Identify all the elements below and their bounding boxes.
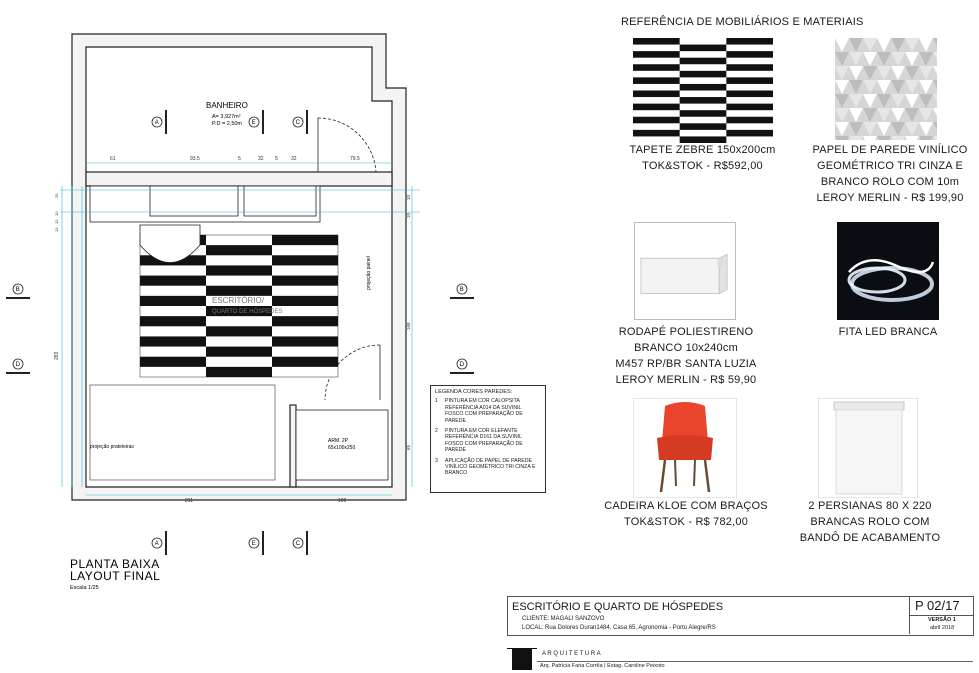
rug-swatch-stripe xyxy=(680,97,727,104)
blinds-image xyxy=(818,398,918,498)
rug-swatch-stripe xyxy=(726,64,773,71)
caption-blinds: 2 PERSIANAS 80 X 220 BRANCAS ROLO COM BANDÔ DE ACABAMENTO xyxy=(799,500,941,544)
dimension-text: 10 xyxy=(54,211,59,216)
wallpaper-triangle xyxy=(863,136,877,140)
rug-stripe xyxy=(140,336,206,346)
rug-stripe xyxy=(272,235,338,245)
rug-swatch-stripe xyxy=(633,64,680,71)
rug-swatch-stripe xyxy=(726,51,773,58)
rug-swatch-stripe xyxy=(633,104,680,111)
led-strip-image xyxy=(837,222,939,320)
rug-stripe xyxy=(206,326,272,336)
rug-stripe xyxy=(206,245,272,255)
caption-chair: CADEIRA KLOE COM BRAÇOS TOK&STOK - R$ 782,00 xyxy=(604,500,768,528)
date: abril 2018 xyxy=(930,625,955,631)
dimension-text: 283 xyxy=(54,351,60,360)
dimension-text: 13 xyxy=(54,227,59,232)
rug-swatch-stripe xyxy=(633,130,680,137)
rug-swatch-stripe xyxy=(726,77,773,84)
rug-stripe xyxy=(206,347,272,357)
panel-projection: projeção painel xyxy=(366,256,372,290)
legend-title: LEGENDA CORES PAREDES: xyxy=(435,389,513,395)
rug-stripe xyxy=(140,357,206,367)
dimension-text: 10 xyxy=(406,194,411,200)
wallpaper-triangle xyxy=(919,136,933,140)
rug-swatch-stripe xyxy=(633,117,680,124)
bathroom-height: P.D = 2,50m xyxy=(212,121,243,127)
legend-item: 2 PINTURA EM COR ELEFANTE REFERÊNCIA D161 DA SUVINIL FOSCO COM PREPARAÇÃO DE PAREDE xyxy=(435,428,523,454)
rug-stripe xyxy=(140,276,206,286)
legend-item: 1 PINTURA EM COR CALOPSITA REFERÊNCIA A014 DA SUVINIL FOSCO COM PREPARAÇÃO DE PAREDE xyxy=(435,398,523,424)
rug-stripe xyxy=(272,357,338,367)
section-marker xyxy=(293,531,307,555)
room-label-1: ESCRITÓRIO/ xyxy=(212,296,265,305)
caption-rug: TAPETE ZEBRE 150x200cm TOK&STOK - R$592,00 xyxy=(629,144,776,172)
caption-baseboard: RODAPÉ POLIESTIRENO BRANCO 10x240cm M457 RP/BR SANTA LUZIA LEROY MERLIN - R$ 59,90 xyxy=(615,326,757,386)
chair-image xyxy=(633,398,737,498)
dimension-text: 93.5 xyxy=(190,156,200,162)
rug-stripe xyxy=(272,255,338,265)
svg-text:C: C xyxy=(295,120,301,127)
wallpaper-triangle xyxy=(891,136,905,140)
dimension-text: 79.5 xyxy=(350,156,360,162)
section-marker xyxy=(249,531,263,555)
bathroom-area: A= 3,927m² xyxy=(212,114,241,120)
wallpaper-triangle xyxy=(835,136,849,140)
sheet-number: P 02/17 xyxy=(915,598,960,613)
wallpaper-triangle xyxy=(877,136,891,140)
wallpaper-image xyxy=(835,38,937,140)
rug-swatch-stripe xyxy=(680,58,727,65)
project-title: ESCRITÓRIO E QUARTO DE HÓSPEDES xyxy=(512,601,724,613)
svg-text:E: E xyxy=(251,120,256,127)
svg-text:A: A xyxy=(154,541,159,548)
rug-swatch-stripe xyxy=(680,45,727,52)
baseboard-image xyxy=(634,222,736,320)
dimension-text: 61 xyxy=(110,156,116,162)
section-marker xyxy=(152,531,166,555)
svg-text:A: A xyxy=(154,120,159,127)
dimension-text: 10 xyxy=(406,212,411,218)
client-name: CLIENTE: MAGALI SANZOVO xyxy=(522,616,605,622)
dimension-text: 12 xyxy=(54,219,59,224)
rug-stripe xyxy=(206,367,272,377)
section-marker xyxy=(450,359,474,373)
dimension-text: 32 xyxy=(258,156,264,162)
rug-swatch-stripe xyxy=(633,38,680,45)
svg-text:D: D xyxy=(459,362,465,369)
dimension-text: 100 xyxy=(338,498,347,504)
rug-stripe xyxy=(272,296,338,306)
svg-text:C: C xyxy=(295,541,301,548)
wardrobe-dims: 65x100x250 xyxy=(328,445,356,451)
dimension-text: 5 xyxy=(275,156,278,162)
rug-stripe xyxy=(140,296,206,306)
section-marker xyxy=(6,284,30,298)
rug-swatch-stripe xyxy=(726,117,773,124)
rug-swatch-stripe xyxy=(726,38,773,45)
rug-zebra-image xyxy=(633,38,773,143)
plan-title-1: PLANTA BAIXA xyxy=(70,557,160,571)
rug-stripe xyxy=(272,316,338,326)
wardrobe-label: ARM. 2P xyxy=(328,438,349,444)
svg-text:B: B xyxy=(459,287,464,294)
rug-swatch-stripe xyxy=(726,104,773,111)
rug-swatch-stripe xyxy=(726,91,773,98)
rug-stripe xyxy=(272,336,338,346)
dimension-text: 65 xyxy=(406,444,411,450)
dimension-text: 25 xyxy=(54,193,59,198)
rug-swatch-stripe xyxy=(726,130,773,137)
room-label-2: QUARTO DE HÓSPEDES xyxy=(212,309,283,315)
credits: Arq. Patrícia Faria Corrêa | Estag. Caroline Peixoto xyxy=(540,663,665,669)
rug-stripe xyxy=(272,276,338,286)
rug-stripe xyxy=(206,265,272,275)
rug-swatch-stripe xyxy=(633,51,680,58)
wall-color-legend xyxy=(430,385,546,493)
svg-text:D: D xyxy=(15,362,21,369)
version: VERSÃO 1 xyxy=(928,617,956,623)
rug-swatch-stripe xyxy=(633,91,680,98)
rug-stripe xyxy=(206,286,272,296)
shelf-projection: projeção prateleiras xyxy=(90,444,134,450)
dimension-text: 211 xyxy=(185,498,193,504)
wallpaper-triangle xyxy=(905,136,919,140)
rug-stripe xyxy=(140,316,206,326)
firm-name: A R Q U I T E T U R A xyxy=(542,651,601,657)
dimension-text: 168 xyxy=(406,322,411,330)
bathroom-name: BANHEIRO xyxy=(206,101,248,110)
plan-scale: Escala 1/25 xyxy=(70,585,99,591)
dimension-text: 32 xyxy=(291,156,297,162)
rug-swatch-stripe xyxy=(633,77,680,84)
svg-text:E: E xyxy=(251,541,256,548)
section-marker xyxy=(6,359,30,373)
plan-title-2: LAYOUT FINAL xyxy=(70,569,161,583)
section-marker xyxy=(450,284,474,298)
rug-swatch-stripe xyxy=(680,110,727,117)
caption-led: FITA LED BRANCA xyxy=(838,326,938,338)
caption-wallpaper: PAPEL DE PAREDE VINÍLICO GEOMÉTRICO TRI CINZA E BRANCO ROLO COM 10m LEROY MERLIN - R$ 199,90 xyxy=(812,144,968,204)
wallpaper-triangle xyxy=(849,136,863,140)
svg-text:B: B xyxy=(15,287,20,294)
rug-swatch-stripe xyxy=(680,84,727,91)
bed-plan xyxy=(90,385,275,480)
dimension-text: 5 xyxy=(238,156,241,162)
firm-logo xyxy=(512,648,532,670)
legend-item: 3 APLICAÇÃO DE PAPEL DE PAREDE VINÍLICO GEOMÉTRICO TRI CINZA E BRANCO xyxy=(435,457,536,477)
rug-swatch-stripe xyxy=(680,123,727,130)
shelf-top xyxy=(90,186,320,222)
rug-swatch-stripe xyxy=(680,71,727,78)
references-title: REFERÊNCIA DE MOBILIÁRIOS E MATERIAIS xyxy=(621,16,864,28)
project-location: LOCAL: Rua Dolores Duran1484, Casa 65, Agronomia - Porto Alegre/RS xyxy=(522,625,716,631)
